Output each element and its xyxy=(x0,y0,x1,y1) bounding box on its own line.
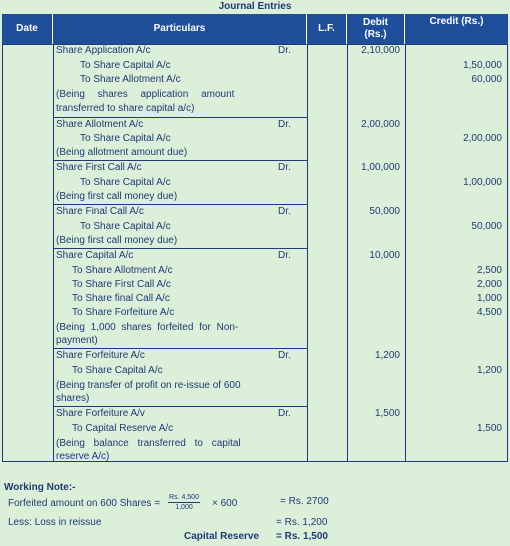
narration-line: (Being allotment amount due) xyxy=(56,147,188,158)
narration-line: (Being balance transferred to capital xyxy=(56,438,241,449)
header-debit-unit: (Rs.) xyxy=(364,29,387,40)
working-note-line1-label: Forfeited amount on 600 Shares = xyxy=(8,498,161,509)
debit-amount: 10,000 xyxy=(369,250,400,261)
header-date: Date xyxy=(2,14,53,44)
credit-account: To Share Forfeiture A/c xyxy=(72,307,175,318)
debit-amount: 50,000 xyxy=(369,206,400,217)
credit-account: To Share Capital A/c xyxy=(80,221,171,232)
dr-marker: Dr. xyxy=(278,119,291,130)
header-debit-label: Debit xyxy=(363,17,388,28)
debit-amount: 1,200 xyxy=(374,350,400,361)
col-divider-particulars xyxy=(307,44,308,462)
narration-line: (Being 1,000 shares forfeited for Non- xyxy=(56,322,239,333)
credit-account: To Share Capital A/c xyxy=(80,60,171,71)
debit-account: Share Final Call A/c xyxy=(56,206,144,217)
credit-account: To Share Allotment A/c xyxy=(72,265,173,276)
credit-account: To Share Capital A/c xyxy=(80,133,171,144)
header-particulars: Particulars xyxy=(53,14,307,44)
debit-account: Share First Call A/c xyxy=(56,162,142,173)
working-note-line1-value: = Rs. 2700 xyxy=(280,496,329,507)
dr-marker: Dr. xyxy=(278,350,291,361)
credit-amount: 1,00,000 xyxy=(463,177,502,188)
narration-line: payment) xyxy=(56,335,98,346)
credit-amount: 2,500 xyxy=(476,265,502,276)
credit-amount: 2,000 xyxy=(476,279,502,290)
credit-amount: 4,500 xyxy=(476,307,502,318)
credit-account: To Capital Reserve A/c xyxy=(72,423,174,434)
debit-amount: 2,10,000 xyxy=(361,45,400,56)
col-divider-debit xyxy=(405,44,406,462)
dr-marker: Dr. xyxy=(278,206,291,217)
header-credit: Credit (Rs.) xyxy=(405,14,508,44)
dr-marker: Dr. xyxy=(278,45,291,56)
debit-account: Share Capital A/c xyxy=(56,250,134,261)
credit-amount: 1,000 xyxy=(476,293,502,304)
narration-line: shares) xyxy=(56,393,90,404)
credit-amount: 1,500 xyxy=(476,423,502,434)
debit-account: Share Forfeiture A/c xyxy=(56,350,145,361)
debit-amount: 1,500 xyxy=(374,408,400,419)
narration-line: (Being first call money due) xyxy=(56,235,178,246)
dr-marker: Dr. xyxy=(278,162,291,173)
working-note-title: Working Note:- xyxy=(4,482,76,493)
narration-line: (Being first call money due) xyxy=(56,191,178,202)
working-note-times: × 600 xyxy=(212,498,238,509)
col-divider-lf xyxy=(347,44,348,462)
debit-amount: 1,00,000 xyxy=(361,162,400,173)
col-divider-date xyxy=(53,44,54,462)
narration-line: (Being shares application amount xyxy=(56,89,235,100)
credit-amount: 50,000 xyxy=(471,221,502,232)
debit-account: Share Application A/c xyxy=(56,45,151,56)
credit-account: To Share Capital A/c xyxy=(80,177,171,188)
fraction-numerator: Rs. 4,500 xyxy=(169,494,199,501)
credit-account: To Share Allotment A/c xyxy=(80,74,181,85)
credit-amount: 1,50,000 xyxy=(463,60,502,71)
working-note-line2-value: = Rs. 1,200 xyxy=(276,517,328,528)
working-note-line2-label: Less: Loss in reissue xyxy=(8,517,102,528)
debit-account: Share Forfeiture A/v xyxy=(56,408,145,419)
header-lf: L.F. xyxy=(307,14,347,44)
credit-amount: 60,000 xyxy=(471,74,502,85)
working-note-line3-value: = Rs. 1,500 xyxy=(276,531,328,542)
fraction-denominator: 1,000 xyxy=(175,504,193,511)
credit-account: To Share final Call A/c xyxy=(72,293,170,304)
header-debit xyxy=(347,14,405,44)
dr-marker: Dr. xyxy=(278,250,291,261)
credit-account: To Share First Call A/c xyxy=(72,279,171,290)
narration-line: transferred to share capital a/c) xyxy=(56,103,195,114)
credit-amount: 2,00,000 xyxy=(463,133,502,144)
debit-amount: 2,00,000 xyxy=(361,119,400,130)
credit-amount: 1,200 xyxy=(476,365,502,376)
working-note-line3-label: Capital Reserve xyxy=(184,531,260,542)
dr-marker: Dr. xyxy=(278,408,291,419)
page-title: Journal Entries xyxy=(218,1,292,12)
narration-line: (Being transfer of profit on re-issue of 600 xyxy=(56,380,241,391)
credit-account: To Share Capital A/c xyxy=(72,365,163,376)
debit-account: Share Allotment A/c xyxy=(56,119,144,130)
working-note-fraction xyxy=(168,493,200,512)
narration-line: reserve A/c) xyxy=(56,451,110,462)
